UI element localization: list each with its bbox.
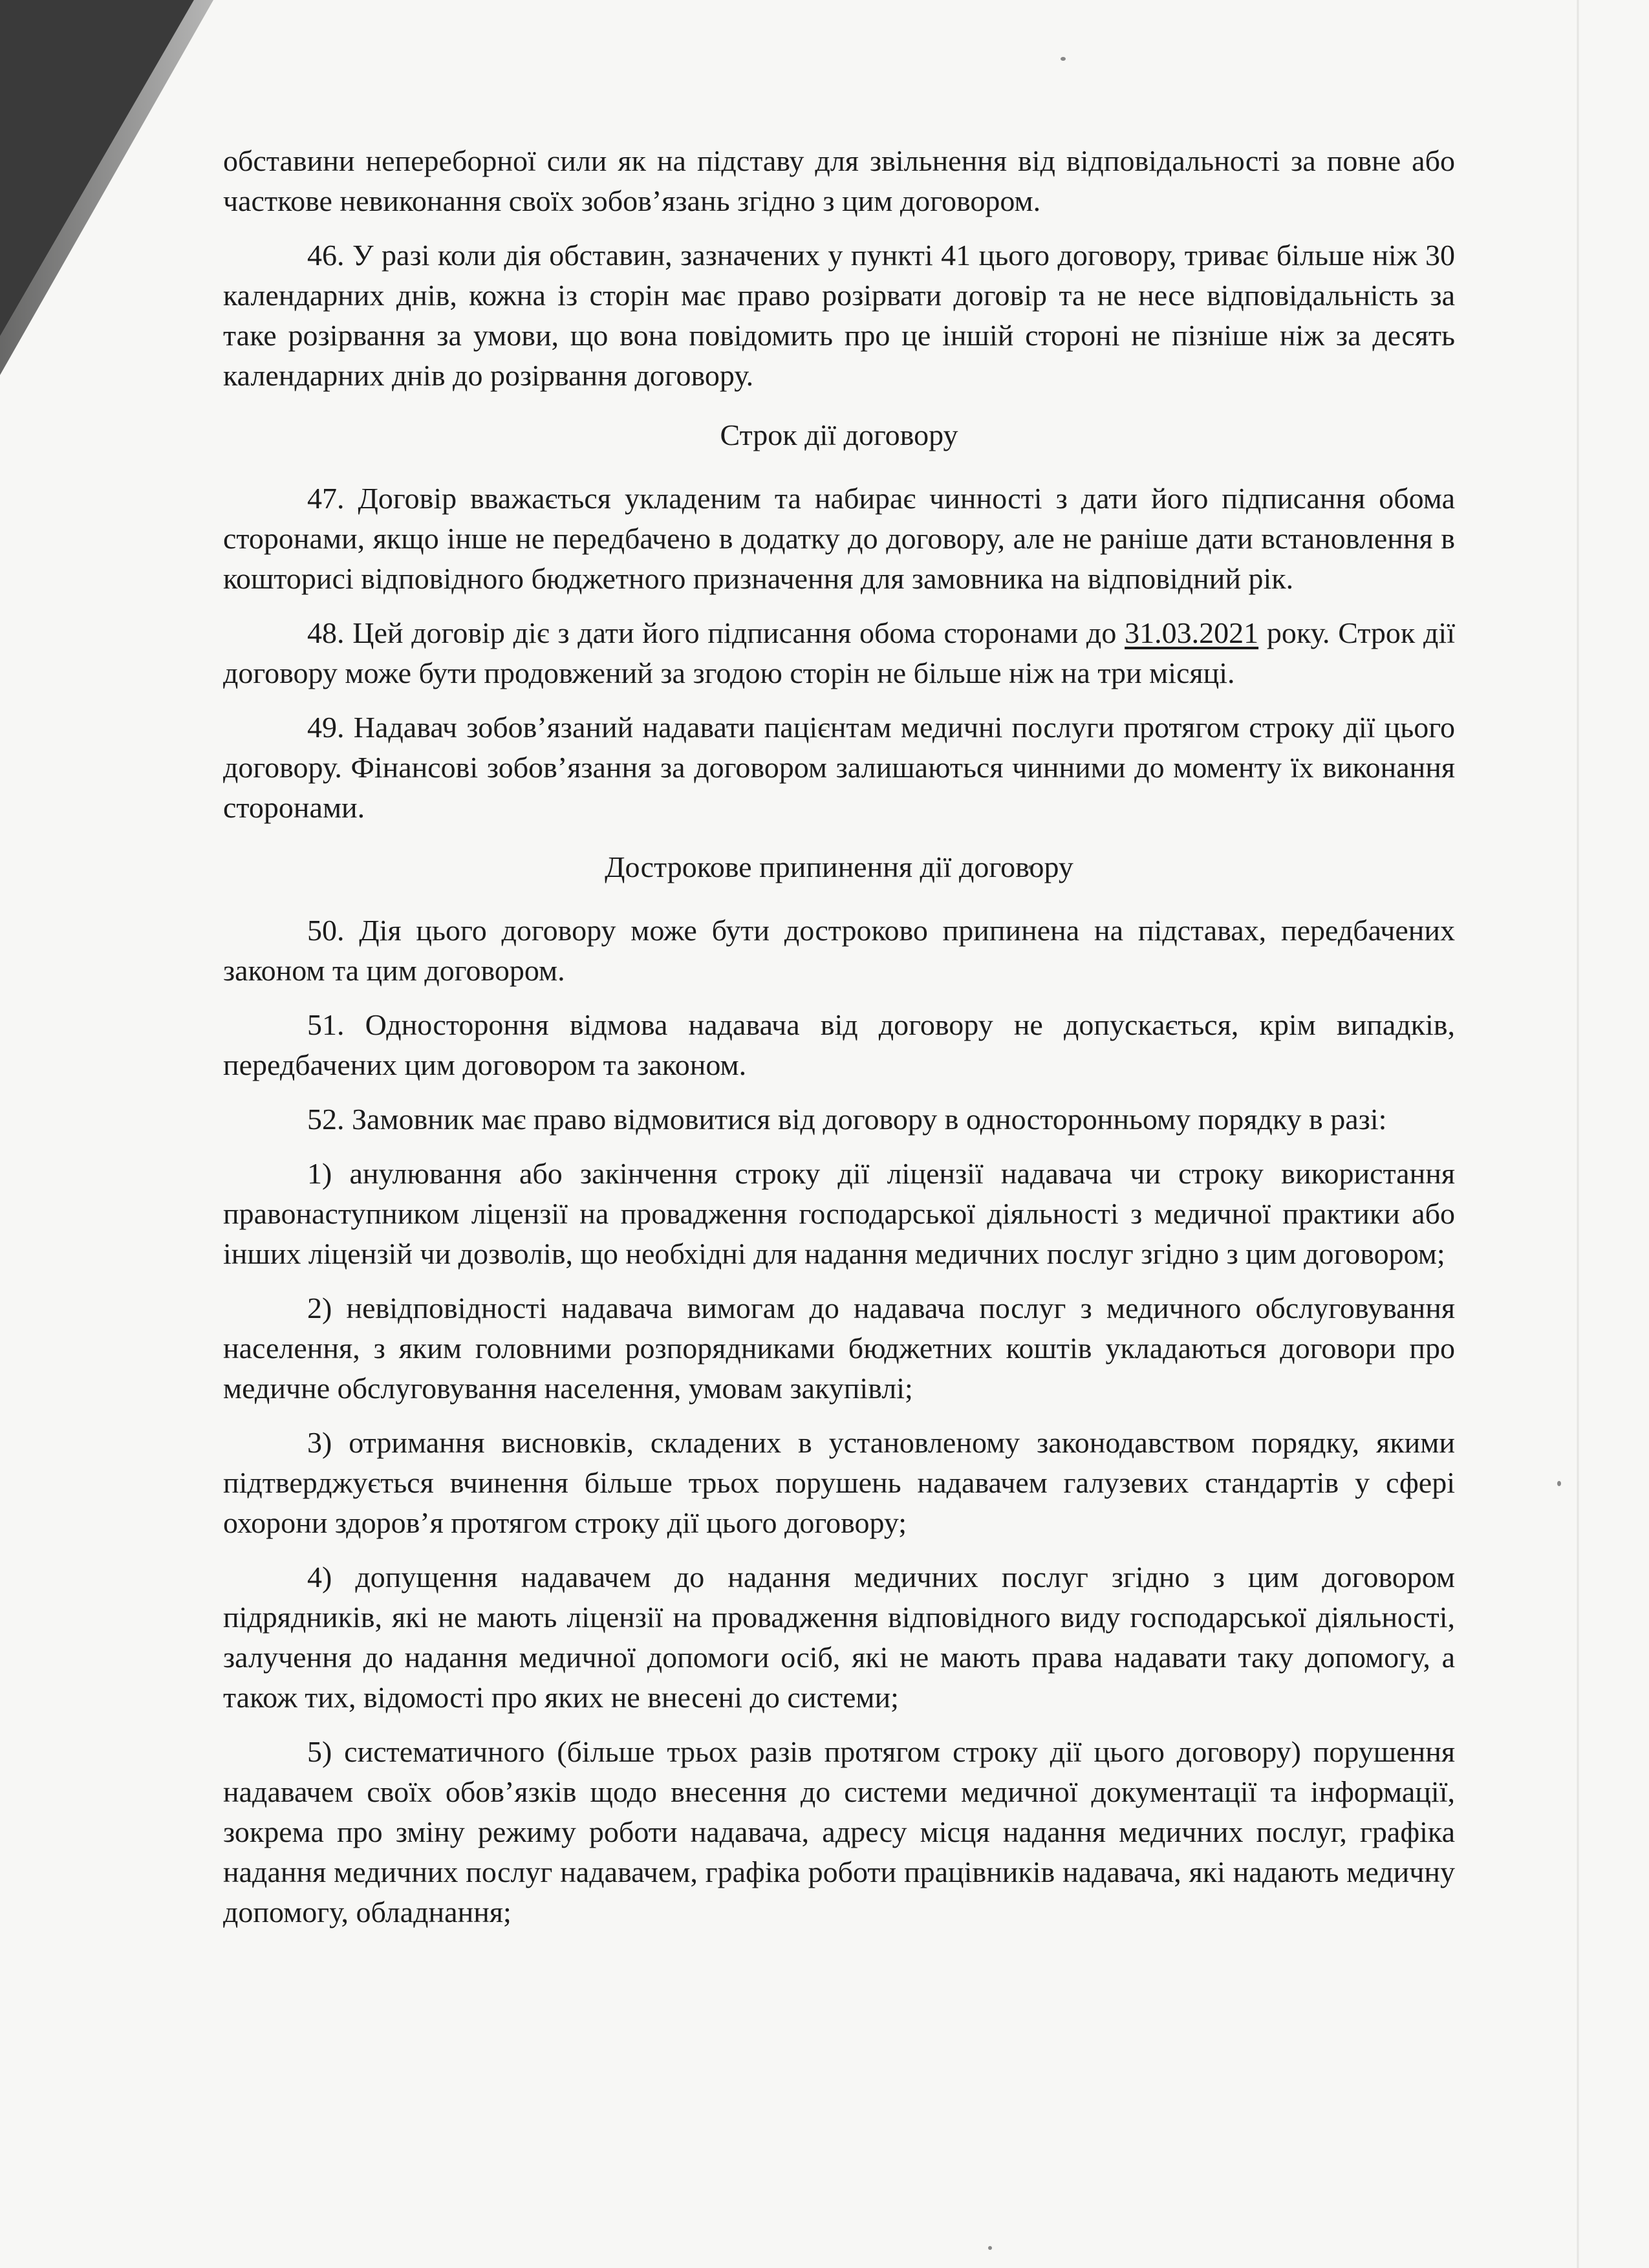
paragraph-48-start: 48. Цей договір діє з дати його підписання обома сторонами до <box>307 616 1125 649</box>
list-item-1: 1) анулювання або закінчення строку дії ліцензії надавача чи строку використання правонаступником ліцензії на провадження господарської діяльності з медичної практики або інших ліцензій чи дозволів, що необхідні для надання медичних послуг згідно з цим договором; <box>223 1157 1455 1270</box>
list-item-2: 2) невідповідності надавача вимогам до надавача послуг з медичного обслуговування населення, з яким головними розпорядниками бюджетних коштів укладаються договори про медичне обслуговування населення, умовам закупівлі; <box>223 1291 1455 1405</box>
section-heading-early-termination: Дострокове припинення дії договору <box>605 850 1073 883</box>
paragraph-48 <box>223 613 1455 693</box>
paragraph-50: 50. Дія цього договору може бути достроково припинена на підставах, передбачених законом та цим договором. <box>223 914 1455 987</box>
paragraph-49: 49. Надавач зобов’язаний надавати пацієнтам медичні послуги протягом строку дії цього договору. Фінансові зобов’язання за договором залишаються чинними до моменту їх виконання сторонами. <box>223 711 1455 824</box>
list-item-4: 4) допущення надавачем до надання медичних послуг згідно з цим договором підрядників, які не мають ліцензії на провадження відповідного виду господарської діяльності, залучення до надання медичної допомоги осіб, які не мають права надавати таку допомогу, а також тих, відомості про яких не внесені до системи; <box>223 1561 1455 1714</box>
paragraph-46: 46. У разі коли дія обставин, зазначених у пункті 41 цього договору, триває більше ніж 30 календарних днів, кожна із сторін має право розірвати договір та не несе відповідальність за таке розірвання за умови, що вона повідомить про це іншій стороні не пізніше ніж за десять календарних днів до розірвання договору. <box>223 239 1455 392</box>
scan-speck <box>988 2246 992 2250</box>
document-body <box>223 141 1455 1947</box>
paragraph-47: 47. Договір вважається укладеним та набирає чинності з дати його підписання обома сторонами, якщо інше не передбачено в додатку до договору, але не раніше дати встановлення в кошторисі відповідного бюджетного призначення для замовника на відповідний рік. <box>223 482 1455 595</box>
contract-end-date: 31.03.2021 <box>1125 616 1259 649</box>
list-item-3: 3) отримання висновків, складених в установленому законодавством порядку, якими підтверджується вчинення більше трьох порушень надавачем галузевих стандартів у сфері охорони здоров’я протягом строку дії цього договору; <box>223 1426 1455 1539</box>
section-heading-term: Строк дії договору <box>720 418 958 451</box>
scan-speck <box>1061 57 1066 61</box>
paragraph-51: 51. Одностороння відмова надавача від договору не допускається, крім випадків, передбачених цим договором та законом. <box>223 1008 1455 1081</box>
list-item-5: 5) систематичного (більше трьох разів протягом строку дії цього договору) порушення надавачем своїх обов’язків щодо внесення до системи медичної документації та інформації, зокрема про зміну режиму роботи надавача, адресу місця надання медичних послуг, графіка надання медичних послуг надавачем, графіка роботи працівників надавача, які надають медичну допомогу, обладнання; <box>223 1735 1455 1928</box>
scan-speck <box>1557 1481 1561 1486</box>
paragraph-intro: обставини непереборної сили як на підставу для звільнення від відповідальності за повне або часткове невиконання своїх зобов’язань згідно з цим договором. <box>223 144 1455 217</box>
paragraph-52: 52. Замовник має право відмовитися від договору в односторонньому порядку в разі: <box>307 1103 1387 1136</box>
paragraph-48-end: року. Строк дії договору може бути продовжений за згодою сторін не більше ніж на три місяці. <box>223 616 1455 689</box>
